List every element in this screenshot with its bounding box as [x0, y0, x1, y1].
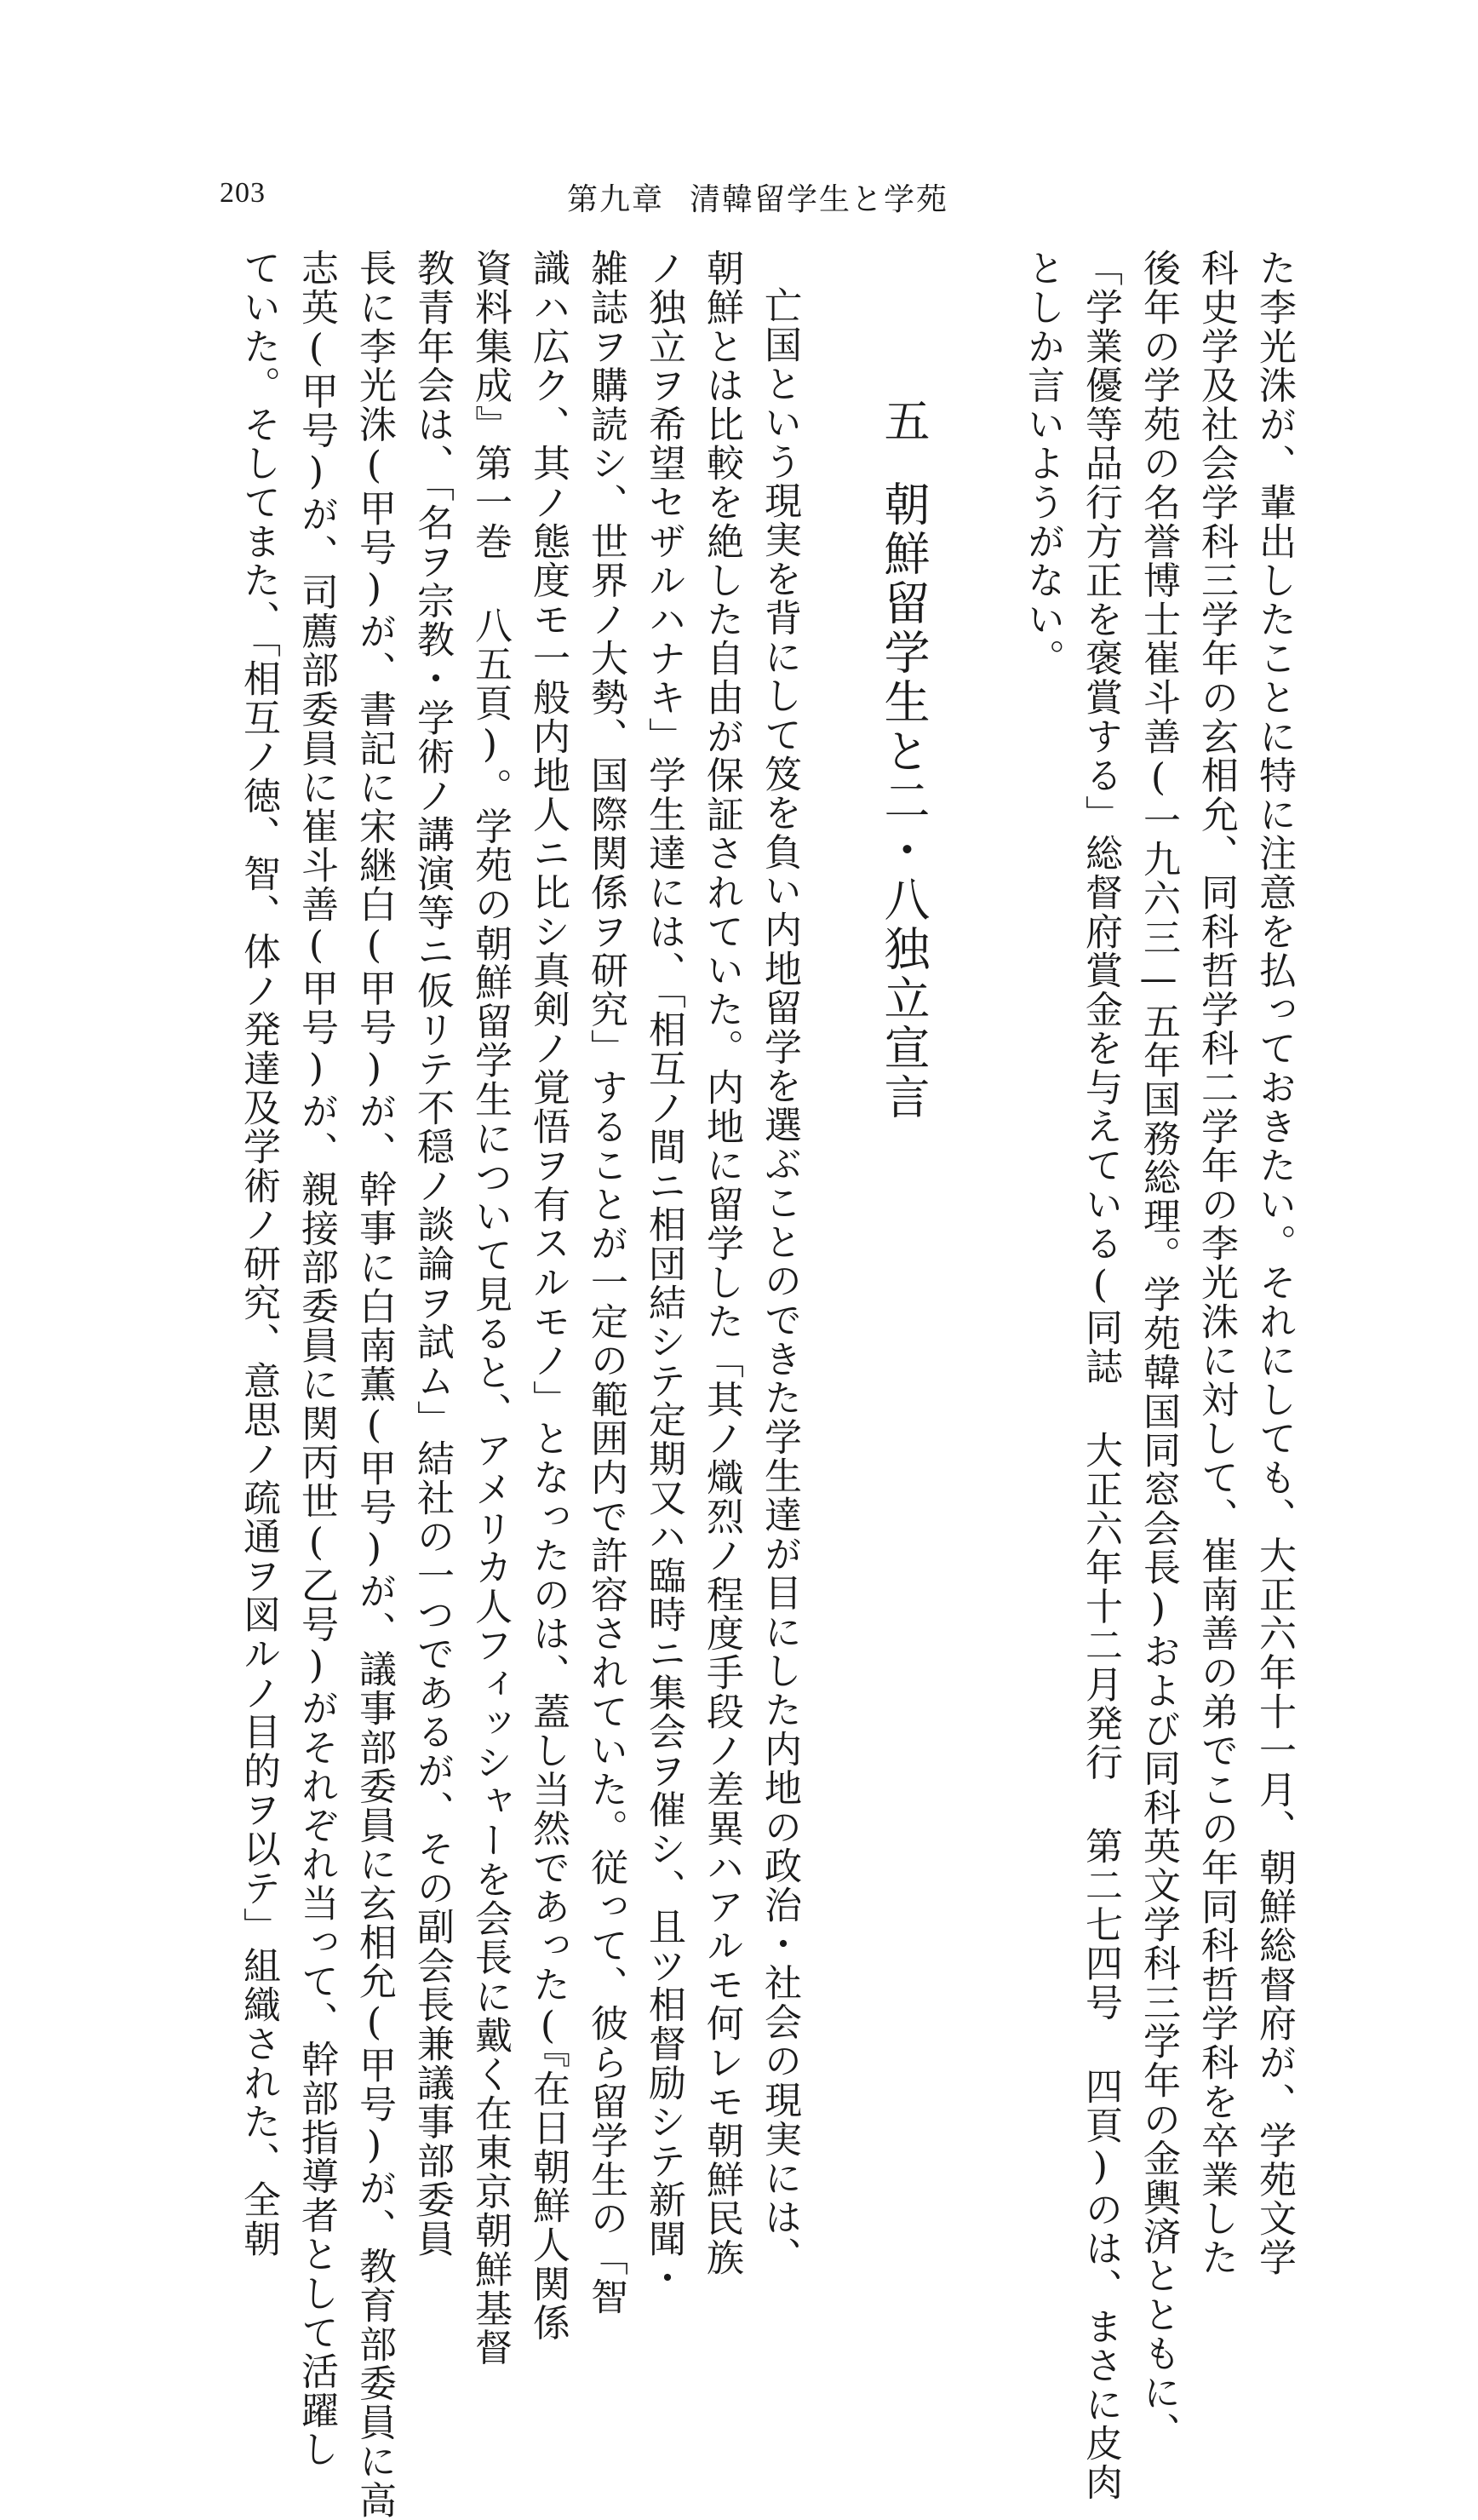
page-number: 203 [220, 177, 266, 209]
text-column: 雑誌ヲ購読シ、世界ノ大勢、国際関係ヲ研究」することが一定の範囲内で許容されていた。従って、彼ら留学生の「智 [584, 249, 627, 2316]
text-column: 科史学及社会学科三学年の玄相允、同科哲学科二学年の李光洙に対して、崔南善の弟でこの年同科哲学科を卒業した [1194, 249, 1238, 2277]
text-column: 後年の学苑の名誉博士崔斗善(一九六三—五年国務総理。学苑韓国同窓会長)および同科英文学科三学年の金輿済とともに、 [1137, 249, 1180, 2451]
chapter-title: 清韓留学生と学苑 [690, 182, 949, 217]
text-column: 朝鮮とは比較を絶した自由が保証されていた。内地に留学した「其ノ熾烈ノ程度手段ノ差異ハアルモ何レモ朝鮮民族 [700, 249, 743, 2277]
text-column: ノ独立ヲ希望セザルハナキ」学生達には、「相互ノ間ニ相団結シテ定期又ハ臨時ニ集会ヲ催シ、且ツ相督励シテ新聞・ [642, 249, 685, 2298]
text-column: 長に李光洙(甲号)が、書記に宋継白(甲号)が、幹事に白南薫(甲号)が、議事部委員に玄相允(甲号)が、教育部委員に高 [352, 249, 396, 2520]
section-heading [877, 397, 931, 1122]
text-column: ていた。そしてまた、「相互ノ徳、智、体ノ発達及学術ノ研究、意思ノ疏通ヲ図ルノ目的ヲ以テ」組織された、全朝 [237, 249, 280, 2259]
running-header [567, 175, 948, 219]
text-column: 志英(甲号)が、司薦部委員に崔斗善(甲号)が、親接部委員に関丙世(乙号)がそれぞれ当って、幹部指導者として活躍し [295, 249, 338, 2469]
section-number: 五 [877, 397, 931, 446]
text-column: 識ハ広ク、其ノ態度モ一般内地人ニ比シ真剣ノ覚悟ヲ有スルモノ」となったのは、蓋し当然であった(『在日朝鮮人関係 [526, 249, 570, 2343]
chapter-label: 第九章 [567, 182, 665, 217]
text-column: た李光洙が、輩出したことに特に注意を払っておきたい。それにしても、大正六年十一月、朝鮮総督府が、学苑文学 [1252, 249, 1296, 2277]
text-column: 亡国という現実を背にして笈を負い内地留学を選ぶことのできた学生達が目にした内地の政治・社会の現実には、 [758, 286, 801, 2276]
text-column: としか言いようがない。 [1021, 249, 1064, 678]
section-title: 朝鮮留学生と二・八独立宣言 [877, 480, 931, 1122]
text-column: 「学業優等品行方正を褒賞する」総督府賞金を与えている(同誌 大正六年十二月発行 第二七四号 四頁)のは、まさに皮肉 [1079, 249, 1122, 2502]
text-column: 教青年会は、「名ヲ宗教・学術ノ講演等ニ仮リテ不穏ノ談論ヲ試ム」結社の一つであるが、その副会長兼議事部委員 [410, 249, 454, 2259]
text-column: 資料集成』第一巻 八五頁)。学苑の朝鮮留学生について見ると、アメリカ人フィッシャーを会長に戴く在東京朝鮮基督 [468, 249, 512, 2368]
